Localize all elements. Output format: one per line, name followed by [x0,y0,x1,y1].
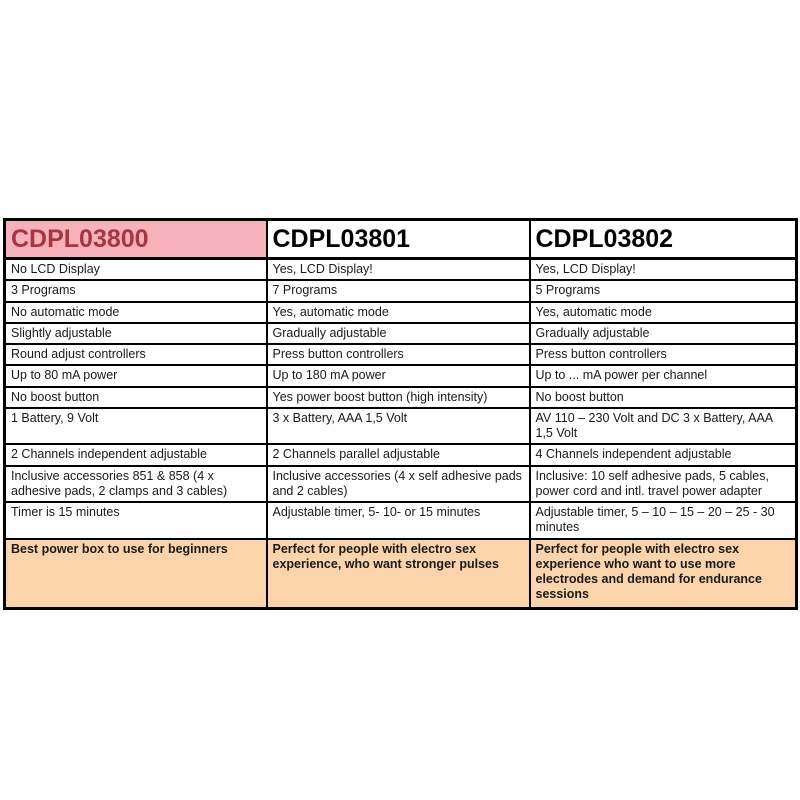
table-row [5,259,797,281]
table-row [5,365,797,386]
cell-timer-1: Timer is 15 minutes [5,502,267,539]
cell-automatic-mode-2: Yes, automatic mode [267,302,530,323]
cell-summary-2: Perfect for people with electro sex experience, who want stronger pulses [267,539,530,609]
cell-summary-3: Perfect for people with electro sex experience who want to use more electrodes and demand for endurance sessions [530,539,797,609]
product-header-cdpl03800: CDPL03800 [5,220,267,259]
cell-programs-2: 7 Programs [267,280,530,301]
table-row [5,323,797,344]
cell-battery-3: AV 110 – 230 Volt and DC 3 x Battery, AAA 1,5 Volt [530,408,797,445]
cell-channels-1: 2 Channels independent adjustable [5,444,267,465]
cell-programs-3: 5 Programs [530,280,797,301]
cell-lcd-display-1: No LCD Display [5,259,267,281]
cell-boost-button-3: No boost button [530,387,797,408]
table-row [5,502,797,539]
cell-summary-1: Best power box to use for beginners [5,539,267,609]
cell-power-3: Up to ... mA power per channel [530,365,797,386]
cell-lcd-display-2: Yes, LCD Display! [267,259,530,281]
cell-accessories-3: Inclusive: 10 self adhesive pads, 5 cables, power cord and intl. travel power adapter [530,466,797,503]
cell-power-2: Up to 180 mA power [267,365,530,386]
table-row [5,387,797,408]
table-row [5,408,797,445]
product-header-cdpl03802: CDPL03802 [530,220,797,259]
cell-lcd-display-3: Yes, LCD Display! [530,259,797,281]
summary-row [5,539,797,609]
cell-power-1: Up to 80 mA power [5,365,267,386]
product-comparison-table [3,218,798,610]
cell-controllers-1: Round adjust controllers [5,344,267,365]
cell-battery-1: 1 Battery, 9 Volt [5,408,267,445]
header-row [5,220,797,259]
cell-battery-2: 3 x Battery, AAA 1,5 Volt [267,408,530,445]
table-row [5,344,797,365]
cell-channels-3: 4 Channels independent adjustable [530,444,797,465]
cell-controllers-3: Press button controllers [530,344,797,365]
cell-adjustability-3: Gradually adjustable [530,323,797,344]
table-row [5,466,797,503]
cell-programs-1: 3 Programs [5,280,267,301]
cell-automatic-mode-3: Yes, automatic mode [530,302,797,323]
product-header-cdpl03801: CDPL03801 [267,220,530,259]
cell-adjustability-1: Slightly adjustable [5,323,267,344]
cell-boost-button-2: Yes power boost button (high intensity) [267,387,530,408]
product-comparison-table-container [3,218,795,610]
cell-automatic-mode-1: No automatic mode [5,302,267,323]
cell-controllers-2: Press button controllers [267,344,530,365]
table-row [5,280,797,301]
cell-timer-3: Adjustable timer, 5 – 10 – 15 – 20 – 25 - 30 minutes [530,502,797,539]
cell-adjustability-2: Gradually adjustable [267,323,530,344]
cell-accessories-1: Inclusive accessories 851 & 858 (4 x adhesive pads, 2 clamps and 3 cables) [5,466,267,503]
cell-accessories-2: Inclusive accessories (4 x self adhesive pads and 2 cables) [267,466,530,503]
cell-boost-button-1: No boost button [5,387,267,408]
cell-timer-2: Adjustable timer, 5- 10- or 15 minutes [267,502,530,539]
cell-channels-2: 2 Channels parallel adjustable [267,444,530,465]
table-row [5,444,797,465]
table-row [5,302,797,323]
